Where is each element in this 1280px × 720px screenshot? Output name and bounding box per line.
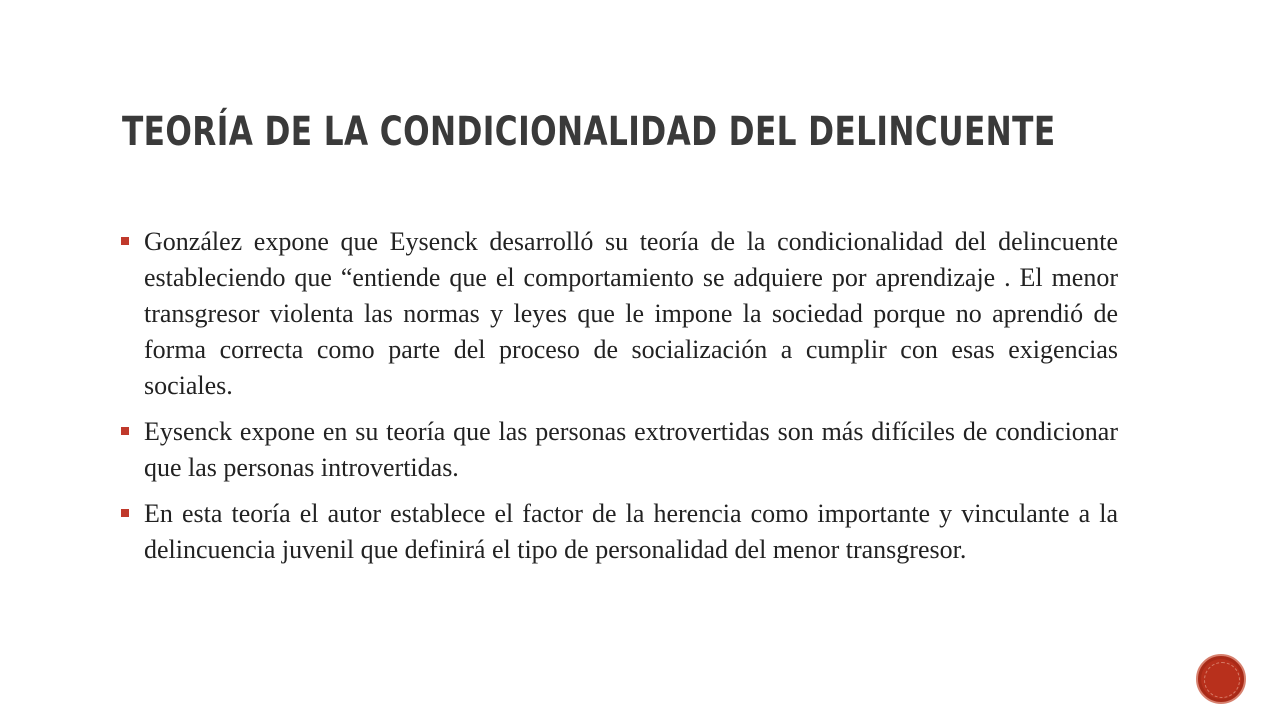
square-bullet-icon: [121, 427, 129, 435]
bullet-text: En esta teoría el autor establece el factor de la herencia como importante y vinculante a la delincuencia juvenil que definirá el tipo de personalidad del menor transgresor.: [144, 499, 1118, 564]
bullet-list: [118, 224, 1118, 578]
square-bullet-icon: [121, 237, 129, 245]
nav-circle-ring: [1204, 662, 1240, 698]
slide-title: TEORÍA DE LA CONDICIONALIDAD DEL DELINCUENTE: [122, 109, 1056, 155]
bullet-item: [118, 496, 1118, 568]
square-bullet-icon: [121, 509, 129, 517]
bullet-text: Eysenck expone en su teoría que las personas extrovertidas son más difíciles de condicionar que las personas introvertidas.: [144, 417, 1118, 482]
bullet-item: [118, 224, 1118, 404]
slide-nav-circle-icon[interactable]: [1196, 654, 1246, 704]
bullet-text: González expone que Eysenck desarrolló su teoría de la condicionalidad del delincuente estableciendo que “entiende que el comportamiento se adquiere por aprendizaje . El menor transgresor violenta las normas y leyes que le impone la sociedad porque no aprendió de forma correcta como parte del proceso de socialización a cumplir con esas exigencias sociales.: [144, 227, 1118, 400]
bullet-item: [118, 414, 1118, 486]
